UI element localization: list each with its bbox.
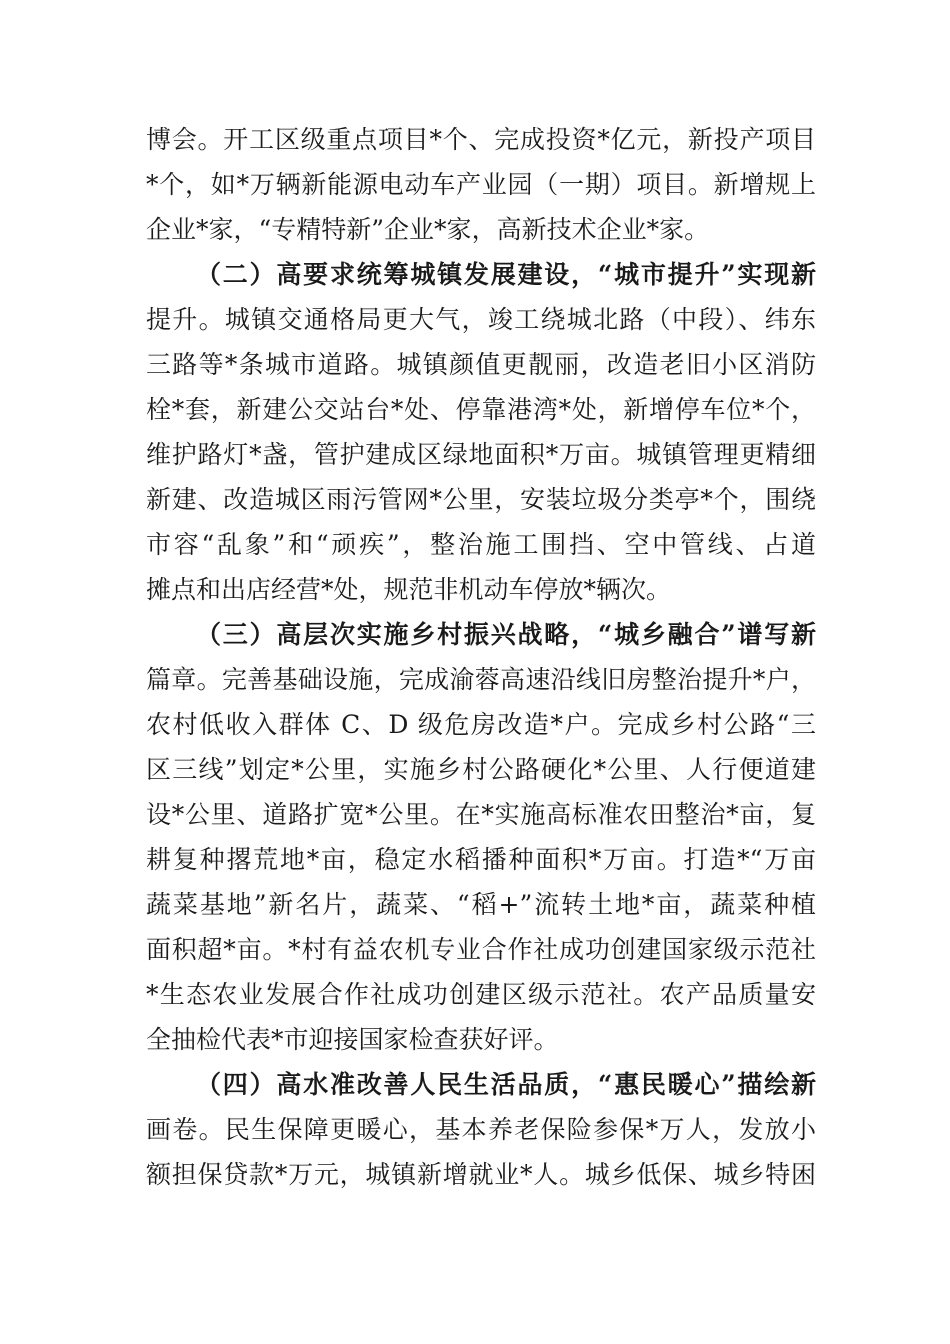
- section-heading-2: （二）高要求统筹城镇发展建设，“城市提升”实现新: [196, 260, 816, 289]
- text-line: 三路等*条城市道路。城镇颜值更靓丽，改造老旧小区消防: [146, 350, 816, 379]
- text-line: 市容“乱象”和“顽疾”，整治施工围挡、空中管线、占道: [146, 530, 816, 559]
- text-line: 耕复种撂荒地*亩，稳定水稻播种面积*万亩。打造*“万亩: [146, 845, 816, 874]
- text-line: 博会。开工区级重点项目*个、完成投资*亿元，新投产项目: [146, 125, 816, 154]
- text-line: 栓*套，新建公交站台*处、停靠港湾*处，新增停车位*个，: [146, 395, 816, 424]
- text-line: 画卷。民生保障更暖心，基本养老保险参保*万人，发放小: [146, 1115, 816, 1144]
- section-heading-4: （四）高水准改善人民生活品质，“惠民暖心”描绘新: [196, 1070, 816, 1099]
- text-line: 企业*家，“专精特新”企业*家，高新技术企业*家。: [146, 215, 710, 244]
- text-line: 篇章。完善基础设施，完成渝蓉高速沿线旧房整治提升*户，: [146, 665, 816, 694]
- section-heading-3: （三）高层次实施乡村振兴战略，“城乡融合”谱写新: [196, 620, 816, 649]
- text-line: 新建、改造城区雨污管网*公里，安装垃圾分类亭*个，围绕: [146, 485, 816, 514]
- text-line: 蔬菜基地”新名片，蔬菜、“稻+”流转土地*亩，蔬菜种植: [146, 890, 816, 919]
- text-line: *个，如*万辆新能源电动车产业园（一期）项目。新增规上: [146, 170, 816, 199]
- text-line: 维护路灯*盏，管护建成区绿地面积*万亩。城镇管理更精细: [146, 440, 816, 469]
- text-line: 面积超*亩。*村有益农机专业合作社成功创建国家级示范社: [146, 935, 816, 964]
- text-line: 农村低收入群体 C、D 级危房改造*户。完成乡村公路“三: [146, 710, 816, 739]
- text-line: 设*公里、道路扩宽*公里。在*实施高标准农田整治*亩，复: [146, 800, 816, 829]
- text-line: 额担保贷款*万元，城镇新增就业*人。城乡低保、城乡特困: [146, 1160, 816, 1189]
- text-line: *生态农业发展合作社成功创建区级示范社。农产品质量安: [146, 980, 816, 1009]
- text-line: 提升。城镇交通格局更大气，竣工绕城北路（中段）、纬东: [146, 305, 816, 334]
- text-line: 区三线”划定*公里，实施乡村公路硬化*公里、人行便道建: [146, 755, 816, 784]
- text-line: 摊点和出店经营*处，规范非机动车停放*辆次。: [146, 575, 672, 604]
- text-line: 全抽检代表*市迎接国家检查获好评。: [146, 1025, 559, 1054]
